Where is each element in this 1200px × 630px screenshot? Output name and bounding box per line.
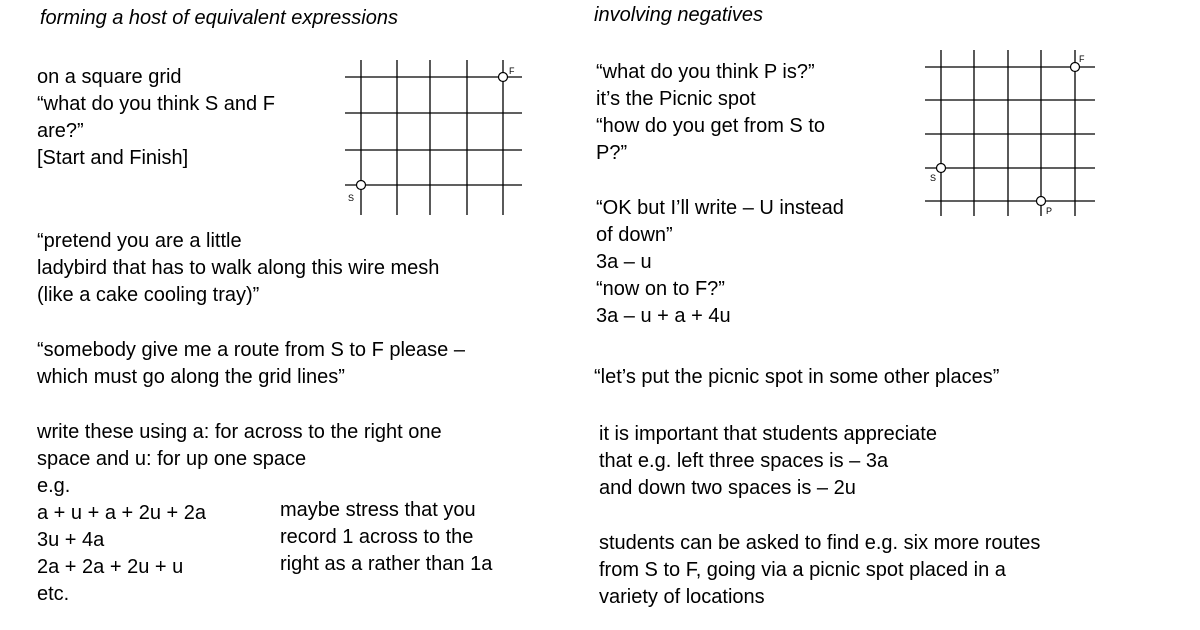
left-heading: forming a host of equivalent expressions [40,7,398,29]
ok-line-1: “OK but I’ll write – U instead [596,197,844,219]
stress-line-2: record 1 across to the [280,526,474,548]
ok-line-5: 3a – u + a + 4u [596,305,731,327]
pretend-line-2: ladybird that has to walk along this wire mesh [37,257,440,279]
picnic-line-1: “what do you think P is?” [596,61,815,83]
pretend-line-3: (like a cake cooling tray)” [37,284,260,306]
example-2: 3u + 4a [37,529,105,551]
important-line-3: and down two spaces is – 2u [599,477,856,499]
start-point [357,181,366,190]
route-line-2: which must go along the grid lines” [37,366,345,388]
picnic-label: P [1046,206,1053,216]
example-etc: etc. [37,583,70,605]
ok-line-2: of down” [596,224,673,246]
finish-label: F [1079,54,1085,64]
finish-point [499,73,508,82]
ok-line-4: “now on to F?” [596,278,725,300]
example-eg: e.g. [37,475,71,497]
intro-line-4: [Start and Finish] [37,147,189,169]
important-line-2: that e.g. left three spaces is – 3a [599,450,889,472]
start-label: S [930,173,937,183]
example-3: 2a + 2a + 2u + u [37,556,184,578]
start-point [937,164,946,173]
example-1: a + u + a + 2u + 2a [37,502,207,524]
start-label: S [348,193,355,203]
intro-line-3: are?” [37,120,84,142]
right-grid-diagram [920,48,1100,218]
put-line: “let’s put the picnic spot in some other places” [594,366,1000,388]
intro-line-1: on a square grid [37,66,182,88]
students-line-2: from S to F, going via a picnic spot placed in a [599,559,1006,581]
pretend-line-1: “pretend you are a little [37,230,242,252]
intro-line-2: “what do you think S and F [37,93,275,115]
write-line-1: write these using a: for across to the right one [37,421,442,443]
write-line-2: space and u: for up one space [37,448,307,470]
students-line-1: students can be asked to find e.g. six more routes [599,532,1041,554]
students-line-3: variety of locations [599,586,765,608]
route-line-1: “somebody give me a route from S to F please – [37,339,465,361]
picnic-line-2: it’s the Picnic spot [596,88,756,110]
left-grid-diagram [340,55,525,215]
finish-label: F [509,66,515,76]
stress-line-3: right as a rather than 1a [280,553,493,575]
right-heading: involving negatives [594,4,763,26]
stress-line-1: maybe stress that you [280,499,476,521]
picnic-line-4: P?” [596,142,628,164]
ok-line-3: 3a – u [596,251,652,273]
picnic-point [1037,197,1046,206]
picnic-line-3: “how do you get from S to [596,115,826,137]
important-line-1: it is important that students appreciate [599,423,937,445]
